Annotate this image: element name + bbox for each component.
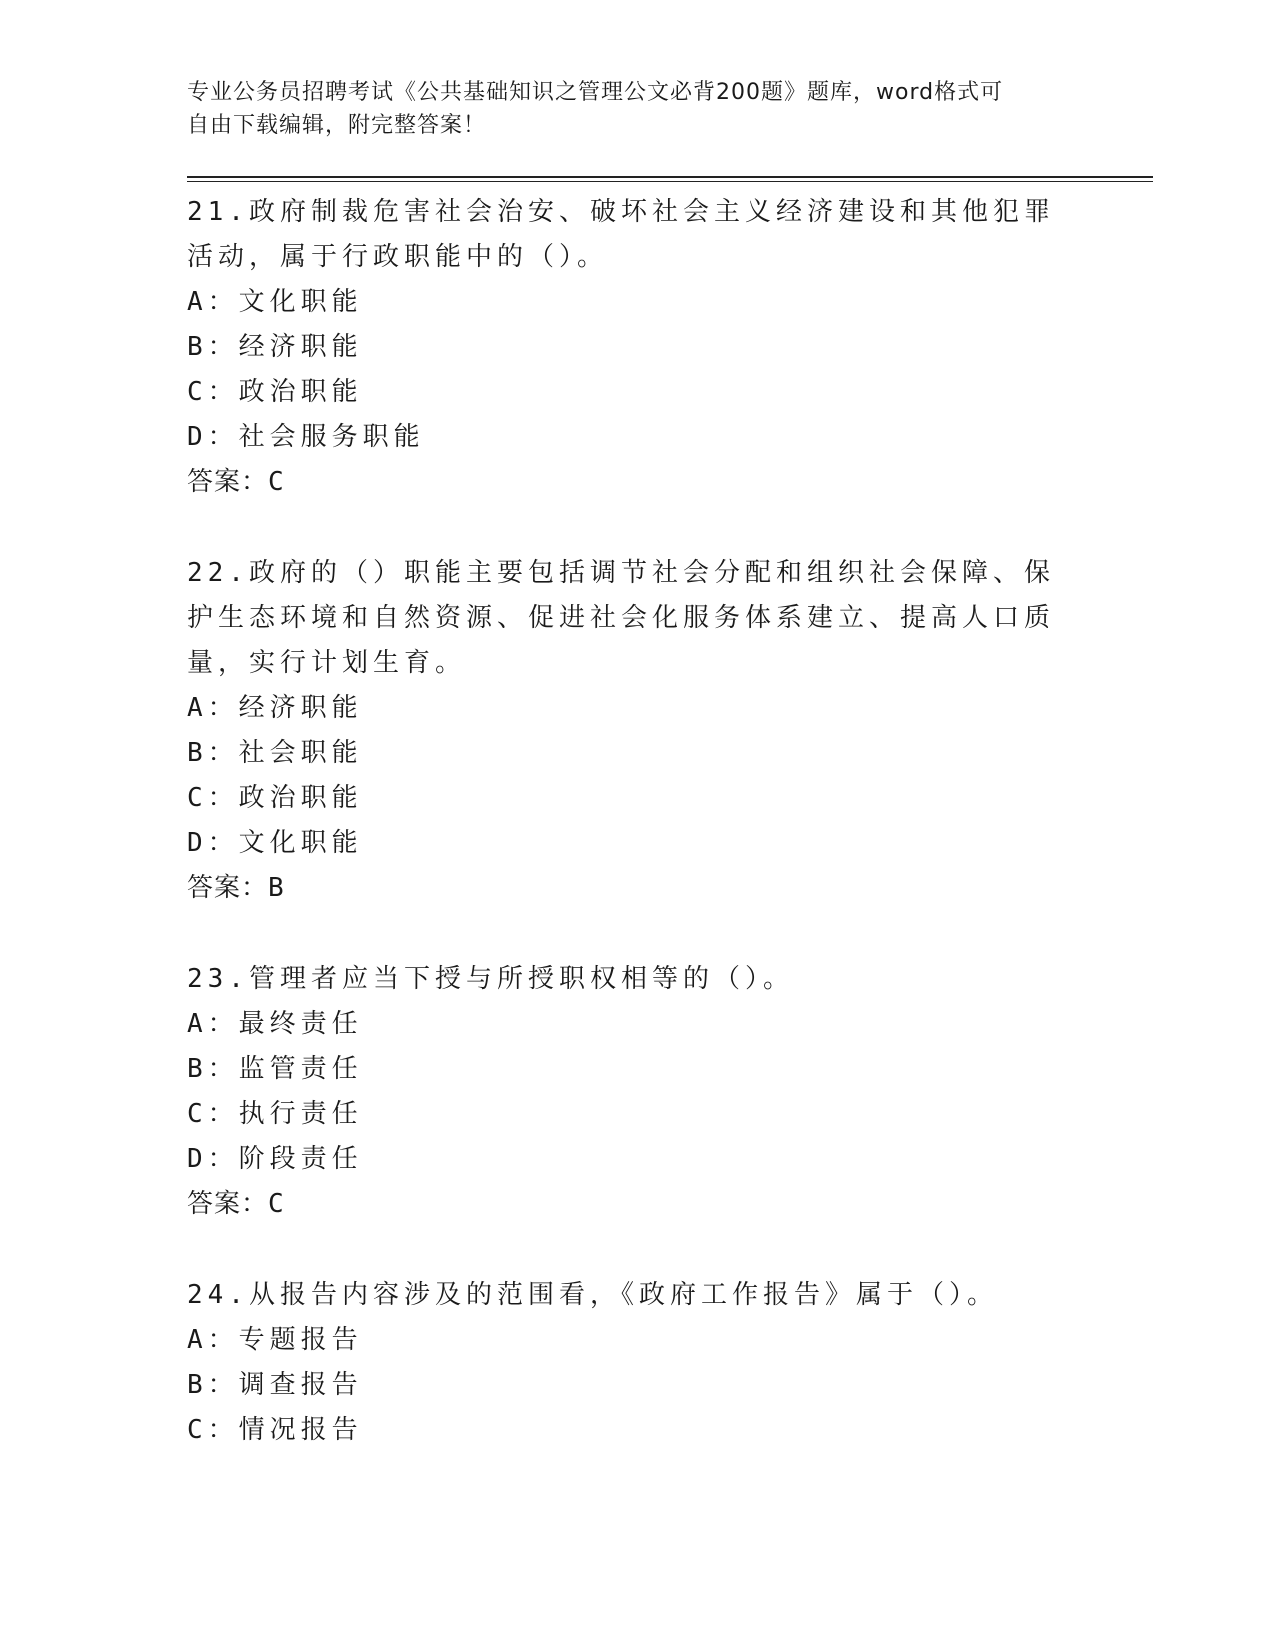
option-b: B：社会职能 — [187, 738, 363, 768]
question-list — [187, 190, 1087, 1499]
question-23 — [187, 957, 1087, 1227]
document-header — [187, 76, 1067, 142]
option-b: B：监管责任 — [187, 1054, 363, 1084]
question-text: 21.政府制裁危害社会治安、破坏社会主义经济建设和其他犯罪活动，属于行政职能中的（）。 — [187, 197, 1055, 272]
header-divider — [187, 176, 1153, 178]
answer: 答案：C — [187, 467, 285, 497]
question-21 — [187, 190, 1087, 505]
option-c: C：政治职能 — [187, 377, 363, 407]
header-line-1: 专业公务员招聘考试《公共基础知识之管理公文必背200题》题库，word格式可 — [187, 80, 1004, 105]
answer: 答案：B — [187, 873, 285, 903]
option-d: D：文化职能 — [187, 828, 363, 858]
question-24 — [187, 1273, 1087, 1453]
option-b: B：调查报告 — [187, 1370, 363, 1400]
option-d: D：社会服务职能 — [187, 422, 425, 452]
answer: 答案：C — [187, 1189, 285, 1219]
question-text: 23.管理者应当下授与所授职权相等的（）。 — [187, 964, 794, 994]
question-text: 22.政府的（）职能主要包括调节社会分配和组织社会保障、保护生态环境和自然资源、促进社会化服务体系建立、提高人口质量，实行计划生育。 — [187, 558, 1056, 678]
option-a: A：最终责任 — [187, 1009, 363, 1039]
option-c: C：执行责任 — [187, 1099, 363, 1129]
option-c: C：情况报告 — [187, 1415, 363, 1445]
option-b: B：经济职能 — [187, 332, 363, 362]
question-22 — [187, 551, 1087, 911]
question-text: 24.从报告内容涉及的范围看，《政府工作报告》属于（）。 — [187, 1280, 998, 1310]
header-line-2: 自由下载编辑，附完整答案！ — [187, 113, 487, 138]
option-c: C：政治职能 — [187, 783, 363, 813]
option-a: A：文化职能 — [187, 287, 363, 317]
option-d: D：阶段责任 — [187, 1144, 363, 1174]
header-divider-thin — [187, 181, 1153, 182]
option-a: A：经济职能 — [187, 693, 363, 723]
option-a: A：专题报告 — [187, 1325, 363, 1355]
